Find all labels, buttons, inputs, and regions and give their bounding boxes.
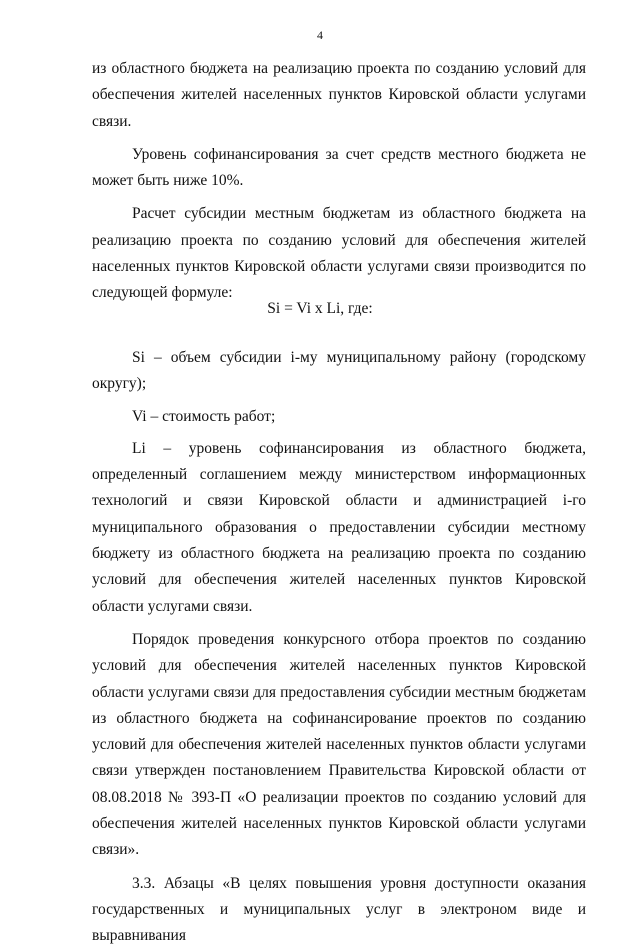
paragraph-cofinancing-level: Уровень софинансирования за счет средств местного бюджета не может быть ниже 10%. xyxy=(92,145,586,190)
paragraph-subsidy-calculation: Расчет субсидии местным бюджетам из областного бюджета на реализацию проекта по созданию условий для обеспечения жителей населенных пунктов Кировской области услугами связи производится по следующей формуле: xyxy=(92,205,586,302)
page-number: 4 xyxy=(317,28,323,42)
definition-si: Si – объем субсидии i-му муниципальному району (городскому округу); xyxy=(92,349,586,393)
definition-vi: Vi – стоимость работ; xyxy=(132,407,276,425)
definition-li: Li – уровень софинансирования из областного бюджета, определенный соглашением между министерством информационных технологий и связи Кировской области и администрацией i-го муниципального образования о предоставлении субсидии местному бюджету из областного бюджета на реализацию проекта по созданию условий для обеспечения жителей населенных пунктов Кировской области услугами связи. xyxy=(92,439,586,615)
paragraph-clause-3-3: 3.3. Абзацы «В целях повышения уровня доступности оказания государственных и муниципальных услуг в электроном виде и выравнивания xyxy=(92,874,586,945)
text-block-top xyxy=(92,56,586,307)
paragraph-continuation: из областного бюджета на реализацию проекта по созданию условий для обеспечения жителей населенных пунктов Кировской области услугами связи. xyxy=(92,60,586,130)
text-block-bottom xyxy=(92,345,586,950)
subsidy-formula: Si = Vi x Li, где: xyxy=(267,300,373,317)
paragraph-selection-procedure: Порядок проведения конкурсного отбора проектов по созданию условий для обеспечения жителей населенных пунктов Кировской области услугами связи для предоставления субсидии местным бюджетам из областного бюджета на софинансирование проектов по созданию условий для обеспечения жителей населенных пунктов области услугами связи утвержден постановлением Правительства Кировской области от 08.08.2018 № 393-П «О реализации проектов по созданию условий для обеспечения жителей населенных пунктов Кировской области услугами связи». xyxy=(92,630,586,859)
